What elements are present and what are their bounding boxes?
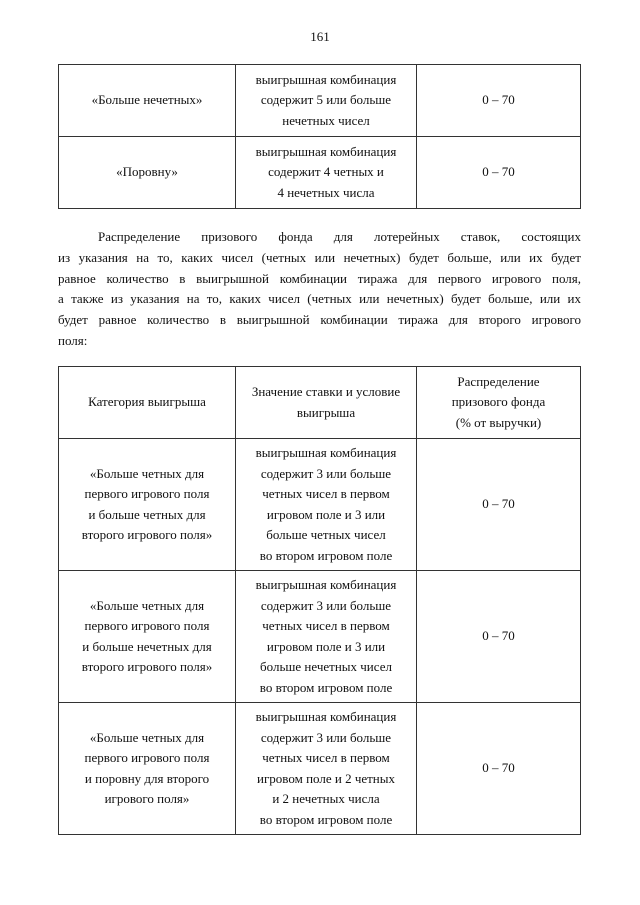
category-cell: [59, 571, 236, 703]
category-cell: [59, 439, 236, 571]
category-line: второго игрового поля»: [81, 659, 213, 674]
category-line: «Больше четных для: [89, 465, 205, 481]
condition-line: содержит 4 четных и: [268, 164, 384, 180]
category-line: и поровну для второго: [84, 770, 210, 786]
condition-line: больше четных чисел: [266, 527, 386, 542]
header-line: призового фонда: [451, 394, 546, 410]
category-line: игрового поля»: [104, 791, 190, 806]
table-row: [59, 65, 581, 137]
category-cell: [59, 703, 236, 835]
condition-line: 4 нечетных числа: [277, 184, 375, 200]
distribution-cell: 0 – 70: [417, 439, 581, 571]
header-line: выигрыша: [296, 404, 356, 420]
header-category: [59, 367, 236, 439]
category-line: первого игрового поля: [84, 486, 210, 501]
category-line: первого игрового поля: [84, 750, 210, 765]
condition-line: выигрышная комбинация: [255, 445, 397, 460]
paragraph-line: поля:: [58, 332, 88, 348]
condition-cell: [236, 65, 417, 137]
header-line: (% от выручки): [455, 414, 542, 430]
condition-line: содержит 3 или больше: [260, 729, 392, 745]
table-row: [59, 137, 581, 209]
prize-distribution-table: [58, 366, 581, 835]
prize-table-continuation: [58, 64, 581, 209]
distribution-cell: 0 – 70: [417, 65, 581, 137]
condition-line: игровом поле и 3 или: [266, 638, 386, 654]
condition-line: во втором игровом поле: [259, 547, 393, 563]
page-number: 161: [310, 29, 330, 44]
condition-line: выигрышная комбинация: [255, 71, 397, 87]
distribution-cell: 0 – 70: [417, 571, 581, 703]
condition-cell: [236, 137, 417, 209]
header-condition: [236, 367, 417, 439]
condition-line: четных чисел в первом: [262, 750, 390, 765]
condition-line: выигрышная комбинация: [255, 143, 397, 159]
condition-line: содержит 3 или больше: [260, 597, 392, 613]
category-line: первого игрового поля: [84, 618, 210, 633]
category-line: «Больше четных для: [89, 729, 205, 745]
paragraph-line: из указания на то, каких чисел (четных или нечетных) будет больше, или их будет: [58, 249, 581, 265]
table-row: [59, 703, 581, 835]
paragraph-line: будет равное количество в выигрышной комбинации тиража для второго игрового: [58, 312, 581, 328]
header-line: Распределение: [457, 373, 540, 389]
table-row: [59, 571, 581, 703]
distribution-cell: 0 – 70: [417, 137, 581, 209]
header-distribution: [417, 367, 581, 439]
condition-line: выигрышная комбинация: [255, 709, 397, 724]
table-row: [59, 439, 581, 571]
category-line: «Больше четных для: [89, 597, 205, 613]
condition-line: четных чисел в первом: [262, 618, 390, 633]
paragraph-line: равное количество в выигрышной комбинации тиража для первого игрового поля,: [58, 270, 581, 286]
paragraph-line: а также из указания на то, каких чисел (четных или нечетных) будет больше, или их: [58, 291, 581, 307]
condition-line: содержит 3 или больше: [260, 465, 392, 481]
condition-cell: [236, 571, 417, 703]
header-line: Категория выигрыша: [88, 394, 206, 410]
category-cell: «Поровну»: [59, 137, 236, 209]
distribution-cell: 0 – 70: [417, 703, 581, 835]
condition-line: выигрышная комбинация: [255, 577, 397, 592]
paragraph-line: Распределение призового фонда для лотерейных ставок, состоящих: [98, 229, 581, 244]
condition-line: во втором игровом поле: [259, 679, 393, 695]
condition-cell: [236, 439, 417, 571]
condition-line: и 2 нечетных числа: [272, 791, 380, 806]
condition-cell: [236, 703, 417, 835]
condition-line: содержит 5 или больше: [260, 92, 392, 108]
condition-line: четных чисел в первом: [262, 486, 390, 501]
category-line: второго игрового поля»: [81, 527, 213, 542]
category-line: и больше нечетных для: [82, 638, 212, 654]
condition-line: игровом поле и 2 четных: [257, 770, 395, 786]
category-line: и больше четных для: [88, 506, 206, 522]
condition-line: во втором игровом поле: [259, 811, 393, 827]
condition-line: нечетных чисел: [282, 112, 370, 128]
body-paragraph: [58, 227, 581, 352]
condition-line: игровом поле и 3 или: [266, 506, 386, 522]
category-cell: «Больше нечетных»: [59, 65, 236, 137]
table-header-row: [59, 367, 581, 439]
header-line: Значение ставки и условие: [251, 384, 401, 399]
condition-line: больше нечетных чисел: [260, 659, 392, 674]
